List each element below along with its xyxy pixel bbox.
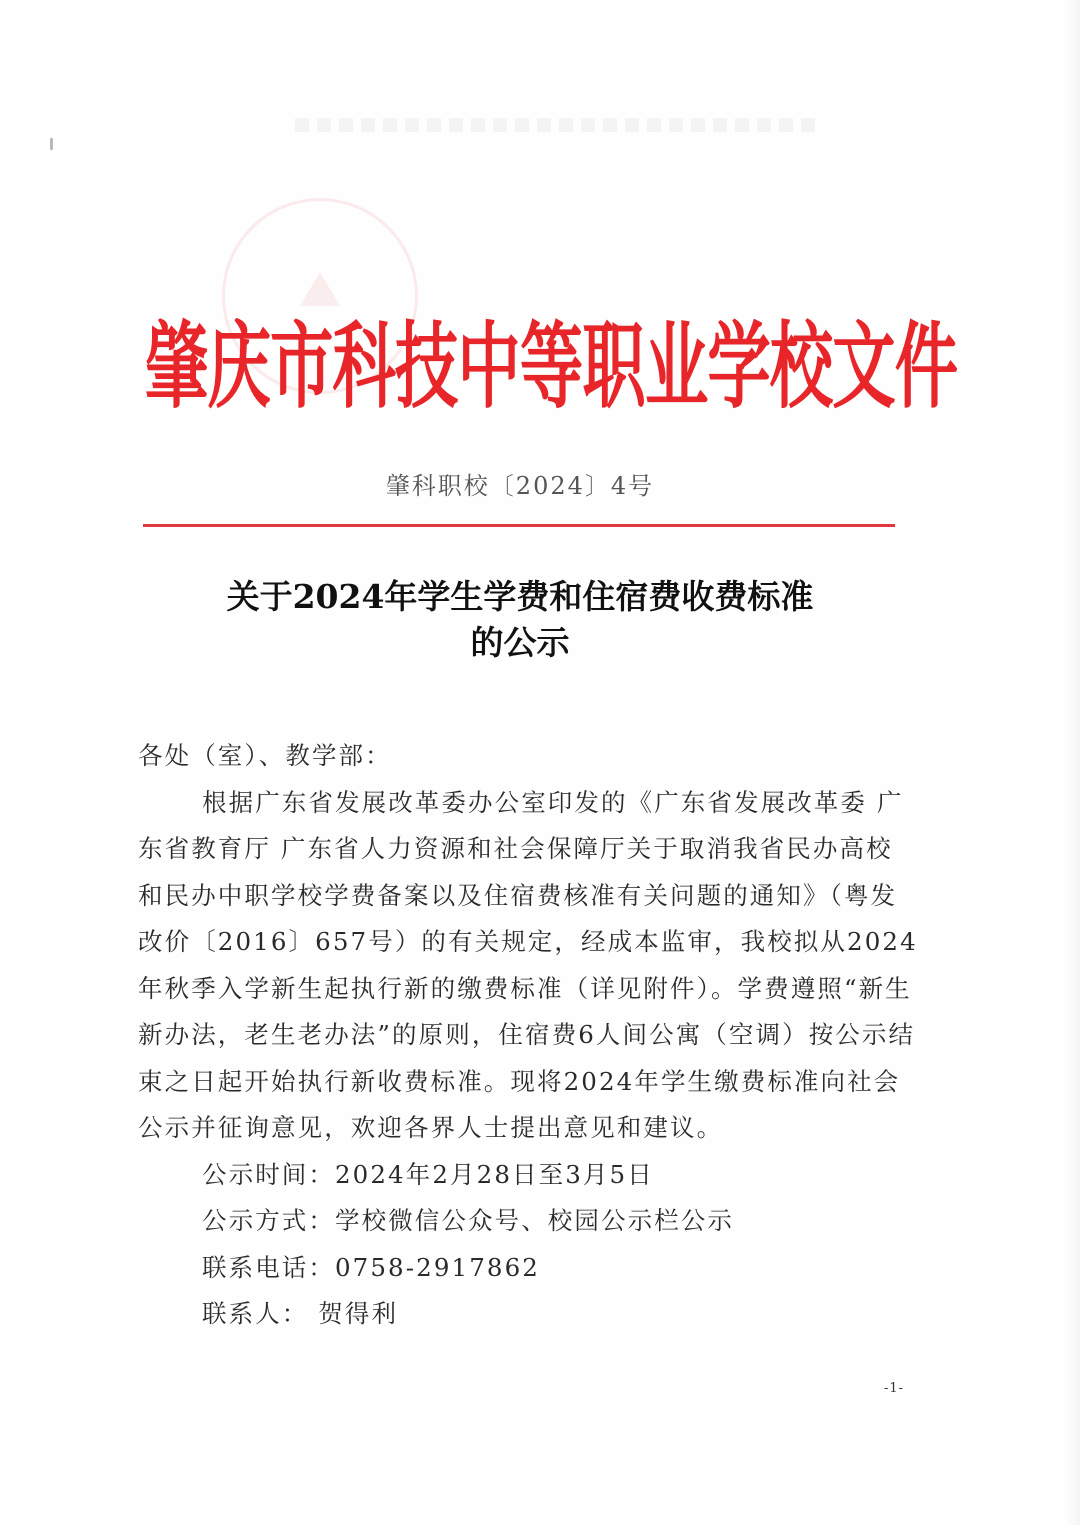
scan-speck xyxy=(50,138,53,150)
page-edge-shadow xyxy=(1066,0,1080,1525)
notice-method: 公示方式：学校微信公众号、校园公示栏公示 xyxy=(202,1206,734,1235)
page-number: -1- xyxy=(884,1381,905,1396)
salutation: 各处（室）、教学部： xyxy=(138,741,392,770)
notice-body xyxy=(138,733,918,1338)
contact-person: 联系人： 贺得利 xyxy=(202,1299,399,1328)
red-divider-line xyxy=(143,524,895,527)
document-number: 肇科职校〔2024〕4号 xyxy=(385,472,655,500)
notice-title-line1: 关于2024年学生学费和住宿费收费标准 xyxy=(226,577,814,616)
masthead-title: 肇庆市科技中等职业学校文件 xyxy=(145,310,958,422)
body-paragraph: 根据广东省发展改革委办公室印发的《广东省发展改革委 广东省教育厅 广东省人力资源和社会保障厅关于取消我省民办高校和民办中职学校学费备案以及住宿费核准有关问题的通知》（粤发改价〔2016〕657号）的有关规定，经成本监审，我校拟从2024年秋季入学新生起执行新的缴费标准（详见附件）。学费遵照“新生新办法，老生老办法”的原则，住宿费6人间公寓（空调）按公示结束之日起开始执行新收费标准。现将2024年学生缴费标准向社会公示并征询意见，欢迎各界人士提出意见和建议。 xyxy=(138,787,918,1142)
contact-phone: 联系电话：0758-2917862 xyxy=(202,1252,540,1282)
notice-title-line2: 的公示 xyxy=(470,623,570,662)
bleed-through-text xyxy=(295,118,815,132)
notice-period: 公示时间：2024年2月28日至3月5日 xyxy=(202,1159,654,1189)
notice-title xyxy=(150,574,890,666)
